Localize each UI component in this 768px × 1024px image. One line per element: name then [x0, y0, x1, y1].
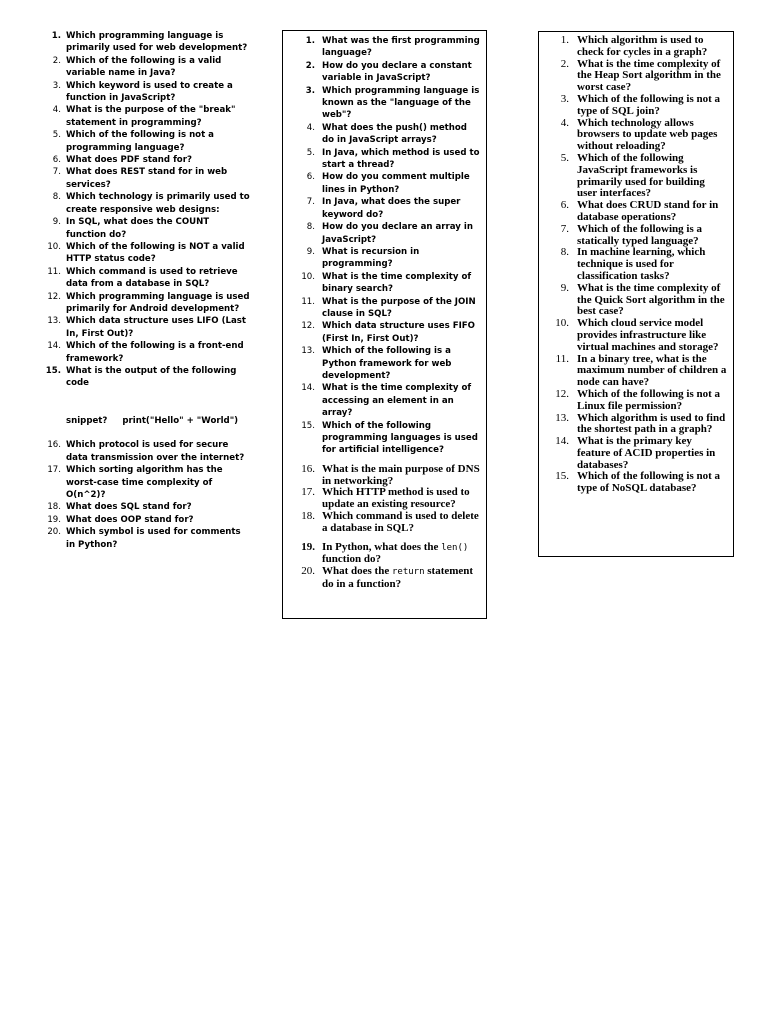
- question-text: What does REST stand for in web services?: [66, 167, 228, 190]
- question-text: Which algorithm is used to find the shortest path in a graph?: [577, 411, 726, 436]
- question-text: Which programming language is known as the "language of the web"?: [322, 85, 480, 121]
- question-item: [44, 439, 250, 464]
- question-text: Which of the following is not a type of SQL join?: [577, 92, 721, 117]
- question-number: 4.: [306, 122, 315, 133]
- question-item: [293, 296, 480, 321]
- question-item: [549, 94, 727, 118]
- question-number: 1.: [305, 36, 315, 46]
- question-number: 9.: [560, 281, 569, 294]
- question-number: 11.: [47, 266, 61, 277]
- question-item: [549, 118, 727, 153]
- question-text: What is the time complexity of accessing an element in an array?: [322, 383, 472, 419]
- question-item: [44, 104, 250, 129]
- question-number: 17.: [301, 486, 315, 499]
- question-text: In Python, what does the len() function do?: [322, 540, 469, 566]
- question-item: [293, 511, 480, 535]
- question-number: 10.: [301, 271, 315, 282]
- question-text: Which sorting algorithm has the worst-case time complexity of O(n^2)?: [66, 465, 223, 500]
- question-text: Which HTTP method is used to update an existing resource?: [322, 486, 470, 511]
- question-item: [44, 464, 250, 501]
- question-text: What does OOP stand for?: [66, 514, 194, 525]
- question-number: 1.: [51, 31, 61, 41]
- question-text: How do you declare a constant variable in JavaScript?: [322, 60, 472, 84]
- inline-code: return: [391, 567, 425, 578]
- question-number: 8.: [560, 246, 569, 259]
- question-number: 12.: [301, 321, 315, 332]
- question-item: [549, 224, 727, 248]
- question-item: [293, 85, 480, 122]
- question-number: 14.: [555, 435, 569, 448]
- question-item: [293, 464, 480, 488]
- question-number: 2.: [52, 55, 61, 66]
- question-text: Which of the following is a valid variable name in Java?: [66, 55, 222, 79]
- question-text: In Java, which method is used to start a thread?: [322, 147, 480, 171]
- question-item: [293, 196, 480, 221]
- question-item: [549, 283, 727, 318]
- question-text: Which of the following is not a type of NoSQL database?: [577, 470, 721, 495]
- question-text: Which data structure uses LIFO (Last In, First Out)?: [66, 316, 246, 339]
- question-number: 20.: [301, 565, 315, 578]
- question-item: [549, 413, 727, 437]
- question-number: 4.: [52, 105, 61, 116]
- question-text: What is the time complexity of the Quick Sort algorithm in the best case?: [577, 281, 725, 318]
- question-number: 14.: [47, 341, 61, 352]
- question-text: How do you declare an array in JavaScript?: [322, 222, 473, 245]
- question-item: [293, 122, 480, 147]
- question-number: 11.: [555, 352, 569, 365]
- question-number: 18.: [301, 510, 315, 522]
- question-item: [293, 171, 480, 196]
- question-item: [44, 154, 250, 166]
- question-number: 16.: [47, 440, 61, 451]
- question-text: What is the time complexity of binary search?: [322, 271, 472, 295]
- question-number: 13.: [47, 316, 61, 327]
- question-number: 7.: [306, 197, 315, 208]
- question-number: 15.: [45, 365, 61, 376]
- question-item: [44, 166, 250, 191]
- inline-code: len(): [441, 542, 469, 553]
- question-number: 19.: [47, 514, 61, 525]
- question-text: Which of the following is not a Linux file permission?: [577, 387, 721, 412]
- question-text: How do you comment multiple lines in Python?: [322, 172, 470, 195]
- question-text: Which programming language is primarily used for web development?: [66, 31, 248, 54]
- question-number: 16.: [301, 462, 315, 475]
- question-number: 18.: [47, 502, 61, 513]
- question-text: Which algorithm is used to check for cycles in a graph?: [577, 34, 708, 58]
- question-text: What is the main purpose of DNS in networking?: [322, 462, 480, 487]
- question-number: 3.: [52, 80, 61, 91]
- question-text: In SQL, what does the COUNT function do?: [66, 217, 210, 240]
- question-item: [44, 80, 250, 105]
- question-text: What does PDF stand for?: [66, 155, 192, 166]
- question-item: [44, 526, 250, 551]
- question-text: What is the primary key feature of ACID properties in databases?: [577, 435, 716, 471]
- question-text: Which protocol is used for secure data transmission over the internet?: [66, 440, 245, 463]
- question-text: Which data structure uses FIFO (First In, First Out)?: [322, 321, 475, 344]
- question-number: 10.: [555, 317, 569, 330]
- question-text: Which of the following JavaScript frameworks is primarily used for building user interfaces?: [577, 151, 705, 200]
- question-number: 14.: [301, 383, 315, 394]
- question-text: What does the return statement do in a function?: [322, 565, 474, 590]
- question-column-2: [282, 30, 487, 619]
- question-number: 3.: [560, 92, 569, 105]
- question-text: What does CRUD stand for in database operations?: [577, 199, 719, 223]
- code-snippet: snippet? print("Hello" + "World"): [66, 415, 239, 426]
- question-number: 20.: [47, 527, 61, 538]
- question-item: [293, 382, 480, 419]
- question-item: [44, 216, 250, 241]
- question-number: 6.: [560, 199, 569, 212]
- question-item: [293, 35, 480, 60]
- question-item: [293, 320, 480, 345]
- question-text: What does the push() method do in JavaScript arrays?: [322, 122, 467, 146]
- question-item: [293, 542, 480, 567]
- question-text: Which cloud service model provides infrastructure like virtual machines and storage?: [577, 317, 719, 353]
- question-list: [293, 35, 480, 457]
- question-number: 6.: [306, 172, 315, 183]
- question-number: 11.: [301, 296, 315, 307]
- question-item: [44, 129, 250, 154]
- question-number: 3.: [305, 85, 315, 96]
- question-text: In Java, what does the super keyword do?: [322, 197, 461, 220]
- question-column-3: [538, 31, 734, 557]
- question-item: [293, 147, 480, 172]
- question-item: [44, 365, 250, 390]
- question-list: [293, 464, 480, 535]
- question-number: 7.: [52, 167, 61, 178]
- question-number: 15.: [301, 420, 315, 431]
- question-number: 5.: [52, 130, 61, 141]
- question-text: Which symbol is used for comments in Python?: [66, 527, 241, 550]
- question-item: [44, 340, 250, 365]
- question-item: [549, 318, 727, 353]
- question-item: [44, 241, 250, 266]
- question-text: Which of the following is a Python framework for web development?: [322, 346, 452, 381]
- question-number: 17.: [47, 465, 61, 476]
- question-number: 2.: [560, 57, 569, 70]
- question-item: [44, 315, 250, 340]
- question-item: [293, 345, 480, 382]
- question-number: 8.: [52, 192, 61, 203]
- question-column-1: [44, 30, 250, 551]
- question-item: [293, 420, 480, 457]
- question-item: [549, 354, 727, 389]
- question-item: [293, 246, 480, 271]
- question-text: Which of the following is not a programming language?: [66, 130, 214, 153]
- question-item: [44, 514, 250, 526]
- question-text: Which keyword is used to create a function in JavaScript?: [66, 80, 233, 104]
- question-number: 8.: [306, 222, 315, 233]
- question-text: In a binary tree, what is the maximum number of children a node can have?: [577, 352, 727, 389]
- question-number: 9.: [52, 217, 61, 228]
- question-number: 12.: [555, 387, 569, 400]
- question-item: [44, 291, 250, 316]
- question-number: 13.: [301, 346, 315, 357]
- question-number: 5.: [560, 151, 569, 164]
- question-item: [44, 191, 250, 216]
- question-text: Which of the following is a front-end framework?: [66, 341, 244, 364]
- question-item: [549, 59, 727, 94]
- question-text: Which technology is primarily used to create responsive web designs:: [66, 192, 250, 215]
- question-item: [44, 501, 250, 513]
- question-item: [549, 471, 727, 495]
- question-item: [293, 60, 480, 85]
- question-text: What is the time complexity of the Heap Sort algorithm in the worst case?: [577, 57, 721, 94]
- question-item: [549, 200, 727, 224]
- question-text: Which of the following is NOT a valid HTTP status code?: [66, 241, 245, 265]
- question-text: What was the first programming language?: [322, 36, 480, 59]
- question-item: [549, 247, 727, 282]
- question-number: 1.: [560, 34, 569, 46]
- question-text: What is recursion in programming?: [322, 246, 420, 270]
- question-list: [44, 30, 250, 390]
- question-text: What is the purpose of the "break" statement in programming?: [66, 105, 236, 128]
- question-item: [293, 487, 480, 511]
- question-text: Which command is used to delete a database in SQL?: [322, 510, 479, 534]
- question-number: 5.: [306, 147, 315, 158]
- question-number: 12.: [47, 291, 61, 302]
- question-text: Which programming language is used primarily for Android development?: [66, 291, 250, 314]
- question-list: [44, 439, 250, 551]
- question-item: [44, 266, 250, 291]
- question-number: 10.: [47, 241, 61, 252]
- question-list: [549, 35, 727, 495]
- question-item: [293, 271, 480, 296]
- question-item: [549, 153, 727, 200]
- question-item: [293, 221, 480, 246]
- question-text: Which of the following programming languages is used for artificial intelligence?: [322, 420, 478, 456]
- question-text: In machine learning, which technique is used for classification tasks?: [577, 246, 706, 282]
- question-text: Which technology allows browsers to update web pages without reloading?: [577, 116, 718, 153]
- question-number: 4.: [560, 116, 569, 129]
- question-item: [44, 55, 250, 80]
- question-text: What is the purpose of the JOIN clause in SQL?: [322, 296, 476, 319]
- question-text: Which of the following is a statically typed language?: [577, 222, 702, 247]
- question-item: [293, 566, 480, 591]
- question-number: 19.: [301, 540, 315, 553]
- question-text: What does SQL stand for?: [66, 502, 192, 513]
- question-text: Which command is used to retrieve data from a database in SQL?: [66, 266, 238, 290]
- question-item: [549, 35, 727, 59]
- question-number: 7.: [560, 222, 569, 235]
- question-number: 15.: [555, 470, 569, 483]
- question-number: 13.: [555, 411, 569, 424]
- question-item: [44, 30, 250, 55]
- question-number: 9.: [306, 246, 315, 257]
- question-item: [549, 389, 727, 413]
- question-text: What is the output of the following code: [66, 365, 237, 389]
- question-item: [549, 436, 727, 471]
- question-number: 2.: [305, 60, 315, 71]
- question-number: 6.: [52, 155, 61, 166]
